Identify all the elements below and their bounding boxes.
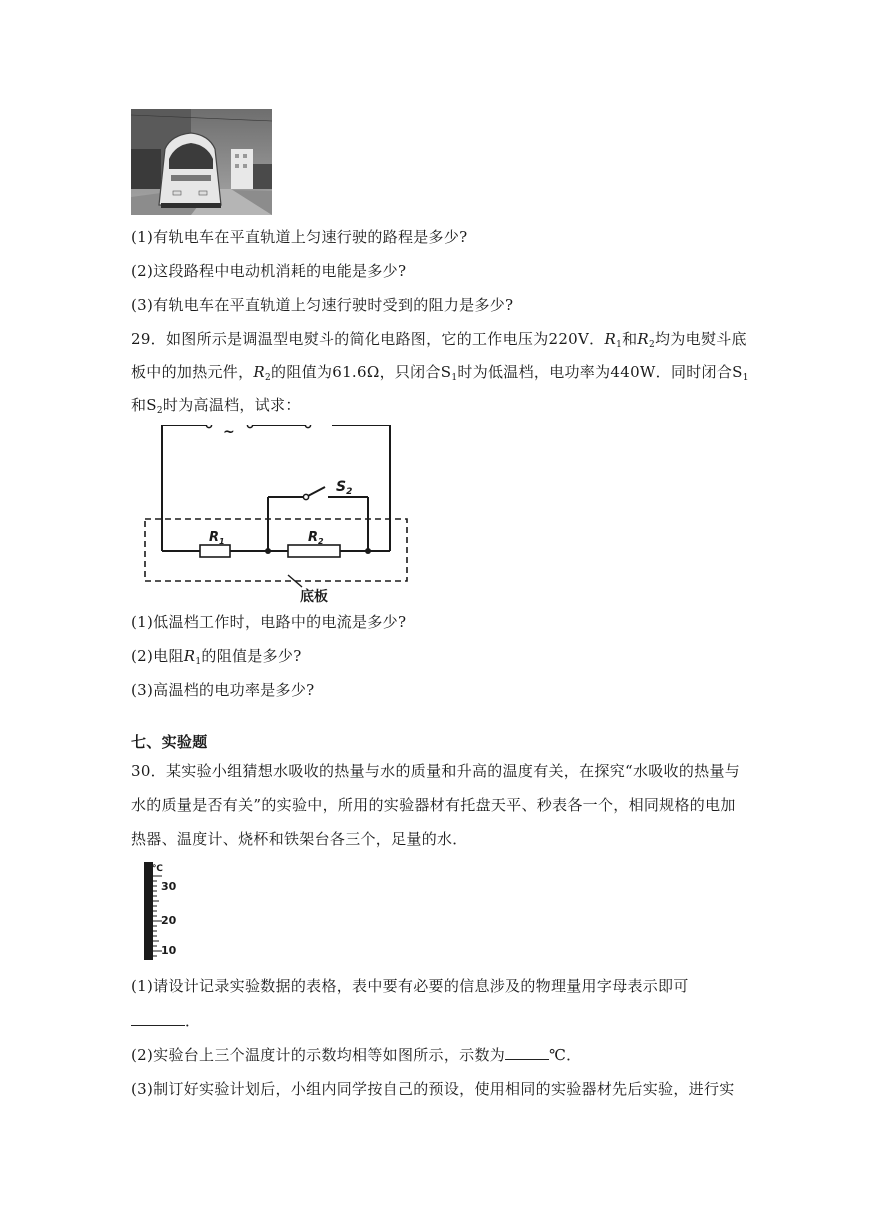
- q30-question-2: [131, 1044, 581, 1066]
- r1-symbol: R: [183, 647, 196, 665]
- r2-subscript: 2: [649, 340, 656, 350]
- q29-question-3: (3)高温档的电功率是多少?: [131, 681, 315, 699]
- q29-line-1: [131, 328, 747, 356]
- section-heading: 七、实验题: [131, 733, 208, 751]
- q29-question-2: [131, 645, 302, 673]
- tick-30: 30: [161, 880, 177, 893]
- r2-symbol: R: [637, 330, 650, 348]
- tram-photo: [131, 109, 272, 215]
- q29-text: 时为高温档，试求：: [162, 396, 301, 414]
- thermometer-unit: ℃: [152, 864, 163, 874]
- q29-text: 时为低温档，电功率为440W．同时闭合S: [457, 363, 743, 381]
- base-label: 底板: [300, 589, 328, 605]
- q30-question-text: ℃．: [549, 1046, 582, 1064]
- q29-line-2: [131, 361, 749, 389]
- q29-question-text: 的阻值是多少?: [201, 647, 302, 665]
- r1-subscript: 1: [195, 657, 202, 667]
- q29-text: 板中的加热元件，: [131, 363, 254, 381]
- q29-text: 29．如图所示是调温型电熨斗的简化电路图，它的工作电压为220V．: [131, 330, 605, 348]
- q29-question-1: (1)低温档工作时，电路中的电流是多少?: [131, 613, 407, 631]
- q29-text: 和: [622, 330, 638, 348]
- r1-resistor: [200, 545, 230, 557]
- terminal: [247, 425, 252, 428]
- q29-text: 的阻值为61.6Ω，只闭合S: [271, 363, 452, 381]
- tram-question-3: (3)有轨电车在平直轨道上匀速行驶时受到的阻力是多少?: [131, 296, 514, 314]
- r2-symbol: R: [253, 363, 266, 381]
- tram-question-2: (2)这段路程中电动机消耗的电能是多少?: [131, 262, 407, 280]
- ac-symbol: ~: [223, 425, 235, 440]
- q29-text: 均为电熨斗底: [655, 330, 747, 348]
- q30-line-2: 水的质量是否有关”的实验中，所用的实验器材有托盘天平、秒表各一个，相同规格的电加: [131, 796, 736, 814]
- s1-subscript: 1: [451, 373, 458, 383]
- junction-dot: [365, 548, 371, 554]
- thermometer-column: [144, 862, 153, 960]
- answer-blank: [131, 1011, 185, 1026]
- q30-question-3: (3)制订好实验计划后，小组内同学按自己的预设，使用相同的实验器材先后实验，进行实: [131, 1080, 735, 1098]
- q30-line-1: 30．某实验小组猜想水吸收的热量与水的质量和升高的温度有关，在探究“水吸收的热量与: [131, 762, 741, 780]
- q29-text: 和S: [131, 396, 157, 414]
- r1-subscript: 1: [616, 340, 623, 350]
- s1-contact: [305, 425, 310, 428]
- tram-question-1: (1)有轨电车在平直轨道上匀速行驶的路程是多少?: [131, 228, 468, 246]
- s2-subscript: 2: [156, 406, 163, 416]
- q29-question-text: (2)电阻: [131, 647, 184, 665]
- q29-line-3: [131, 394, 301, 422]
- thermometer-figure: [140, 862, 190, 960]
- answer-blank: [505, 1045, 549, 1060]
- q30-answer-line: [131, 1010, 200, 1032]
- terminal: [206, 425, 211, 428]
- r2-resistor: [288, 545, 340, 557]
- q30-line-3: 热器、温度计、烧杯和铁架台各三个，足量的水．: [131, 830, 468, 848]
- r1-symbol: R: [604, 330, 617, 348]
- s2-contact: [303, 494, 308, 499]
- r1-label: $R_1$: [209, 530, 225, 546]
- circuit-diagram: [140, 425, 420, 605]
- q30-question-text: (2)实验台上三个温度计的示数均相等如图所示，示数为: [131, 1046, 506, 1064]
- tick-20: 20: [161, 914, 177, 927]
- r2-label: $R_2$: [308, 530, 324, 546]
- junction-dot: [265, 548, 271, 554]
- q30-question-1: (1)请设计记录实验数据的表格，表中要有必要的信息涉及的物理量用字母表示即可: [131, 977, 689, 995]
- s2-label: $S_2$: [336, 479, 353, 497]
- period: ．: [185, 1012, 201, 1030]
- s1-subscript: 1: [742, 373, 749, 383]
- r2-subscript: 2: [265, 373, 272, 383]
- tick-10: 10: [161, 944, 177, 957]
